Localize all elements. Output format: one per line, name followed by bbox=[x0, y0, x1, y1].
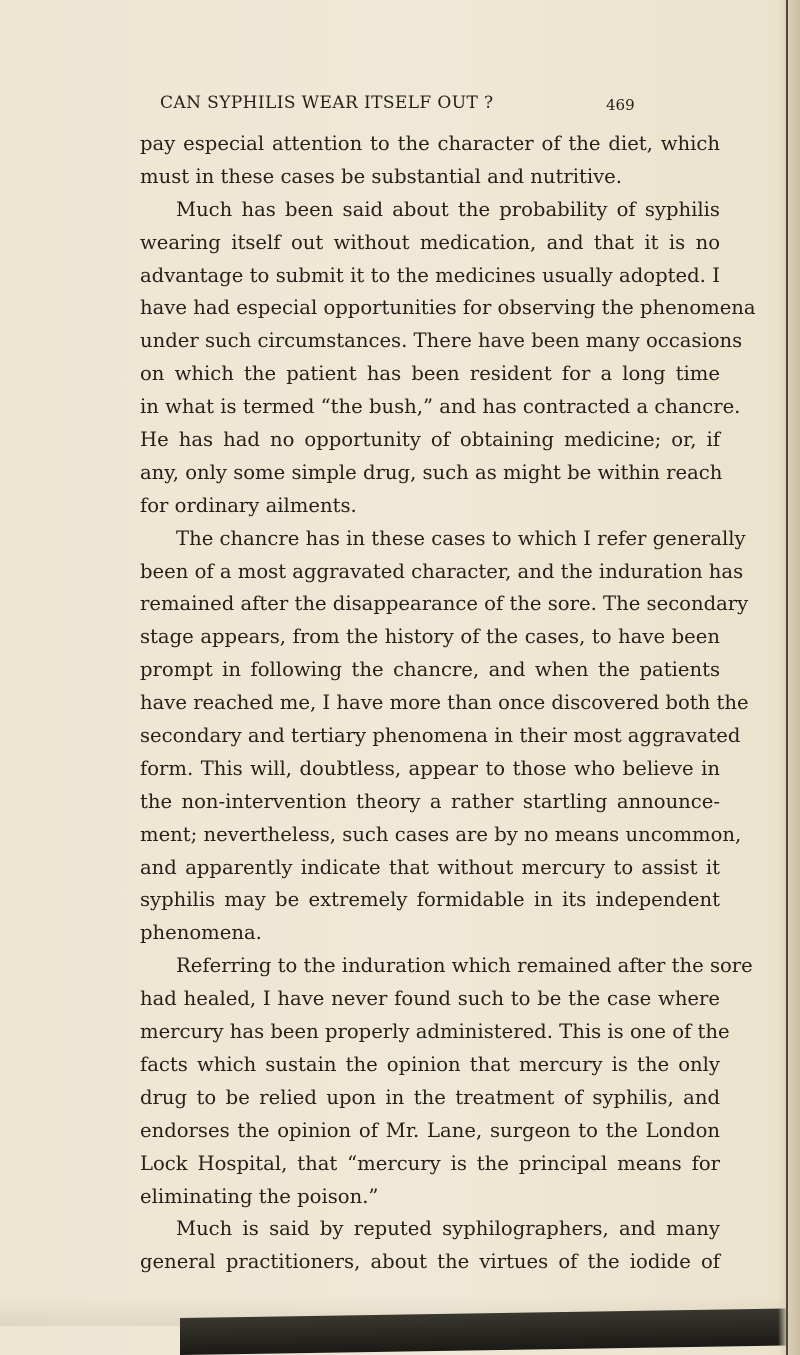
text-line: wearing itself out without medication, and that it is no bbox=[140, 230, 720, 254]
page-header bbox=[160, 93, 680, 117]
text-line: advantage to submit it to the medicines usually adopted. I bbox=[140, 263, 720, 287]
text-line: syphilis may be extremely formidable in its independent bbox=[140, 888, 720, 912]
text-line: prompt in following the chancre, and when the patients bbox=[140, 658, 720, 682]
text-line: pay especial attention to the character of the diet, which bbox=[140, 132, 720, 155]
page-fold-shadow bbox=[778, 0, 800, 1355]
text-line: secondary and tertiary phenomena in their most aggravated bbox=[140, 724, 741, 748]
body-text bbox=[140, 128, 756, 1279]
text-line: He has had no opportunity of obtaining medicine; or, if bbox=[140, 428, 720, 452]
text-line: been of a most aggravated character, and the induration has bbox=[140, 559, 744, 583]
text-line: Referring to the induration which remained after the sore bbox=[176, 954, 753, 978]
text-line: must in these cases be substantial and nutritive. bbox=[140, 164, 623, 188]
page-number: 469 bbox=[606, 96, 635, 114]
text-line: facts which sustain the opinion that mercury is the only bbox=[140, 1052, 720, 1076]
text-line: general practitioners, about the virtues of the iodide of bbox=[140, 1250, 720, 1274]
text-line: ment; nevertheless, such cases are by no means uncommon, bbox=[140, 822, 742, 846]
text-line: the non-intervention theory a rather startling announce- bbox=[140, 789, 720, 813]
text-line: for ordinary ailments. bbox=[140, 493, 357, 517]
text-line: form. This will, doubtless, appear to those who believe in bbox=[140, 756, 720, 780]
text-line: Much has been said about the probability of syphilis bbox=[176, 197, 720, 221]
text-line: mercury has been properly administered. This is one of the bbox=[140, 1020, 730, 1044]
text-line: have reached me, I have more than once discovered both the bbox=[140, 691, 749, 715]
text-line: under such circumstances. There have been many occasions bbox=[140, 329, 743, 353]
text-line: drug to be relied upon in the treatment of syphilis, and bbox=[140, 1085, 720, 1109]
text-line: in what is termed “the bush,” and has contracted a chancre. bbox=[140, 395, 741, 419]
text-line: phenomena. bbox=[140, 921, 262, 945]
page-edge-line bbox=[786, 0, 788, 1355]
text-line: stage appears, from the history of the cases, to have been bbox=[140, 625, 720, 649]
text-line: eliminating the poison.” bbox=[140, 1184, 379, 1208]
text-line: remained after the disappearance of the sore. The secondary bbox=[140, 592, 749, 616]
text-line: on which the patient has been resident for a long time bbox=[140, 362, 720, 386]
text-line: Much is said by reputed syphilographers, and many bbox=[176, 1217, 720, 1241]
text-line: Lock Hospital, that “mercury is the principal means for bbox=[140, 1151, 720, 1175]
text-line: The chancre has in these cases to which I refer generally bbox=[176, 526, 746, 550]
text-line: and apparently indicate that without mercury to assist it bbox=[140, 855, 720, 879]
text-line: any, only some simple drug, such as might be within reach bbox=[140, 460, 723, 484]
text-line: endorses the opinion of Mr. Lane, surgeon to the London bbox=[140, 1118, 720, 1142]
text-line: had healed, I have never found such to be the case where bbox=[140, 987, 720, 1011]
text-line: have had especial opportunities for observing the phenomena bbox=[140, 296, 756, 320]
running-head: CAN SYPHILIS WEAR ITSELF OUT ? bbox=[160, 93, 494, 113]
